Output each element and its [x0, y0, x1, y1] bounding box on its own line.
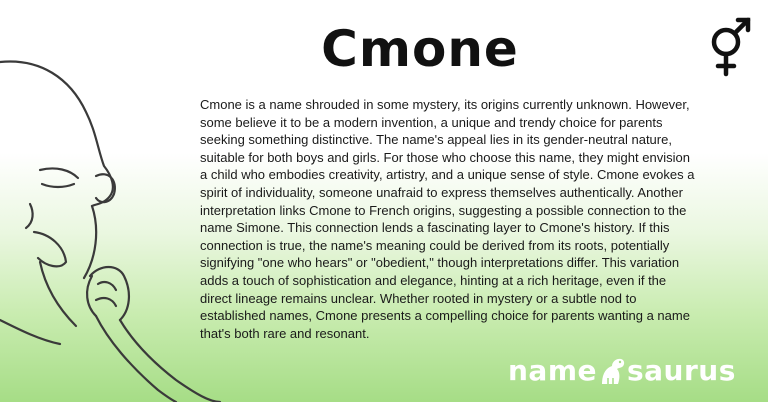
name-description: Cmone is a name shrouded in some mystery, its origins currently unknown. However, some believe it to be a modern invention, a unique and trendy choice for parents seeking something distinctive. The name's appeal lies in its gender-neutral nature, suitable for both boys and girls. For those who choose this name, they might envision a child who embodies creativity, artistry, and a unique sense of style. Cmone evokes a spirit of individuality, someone unafraid to express themselves authentically. Another interpretation links Cmone to French origins, suggesting a possible connection to the name Simone. This connection lends a fascinating layer to Cmone's history. If this connection is true, the name's meaning could be derived from its roots, potentially signifying "one who hears" or "obedient," though interpretations differ. This variation adds a touch of sophistication and elegance, hinting at a rich heritage, even if the direct lineage remains unclear. Whether rooted in mystery or a subtle nod to established names, Cmone presents a compelling choice for parents wanting a name that's both rare and resonant.: [200, 97, 695, 341]
male-female-symbol-icon: [704, 14, 754, 78]
logo-text-saurus: saurus: [627, 354, 736, 387]
name-title: Cmone: [321, 20, 519, 78]
dinosaur-icon: [598, 356, 626, 386]
logo-text-name: name: [508, 354, 597, 387]
namesaurus-logo[interactable]: [508, 354, 736, 387]
